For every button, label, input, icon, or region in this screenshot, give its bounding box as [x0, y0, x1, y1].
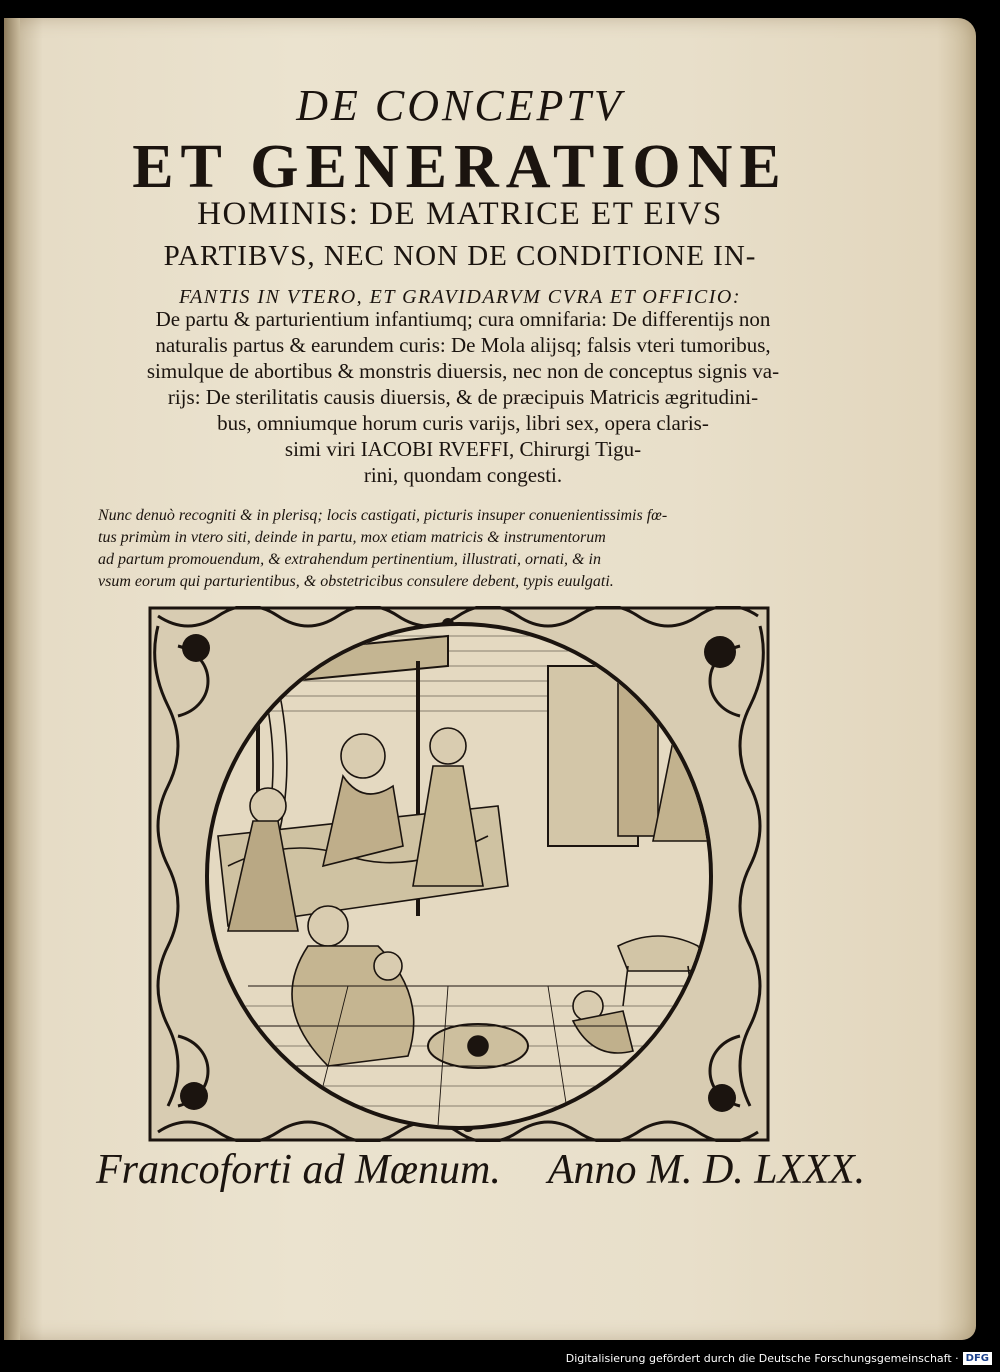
body-line: De partu & parturientium infantiumq; cura omnifaria: De differentijs non [155, 307, 771, 331]
body-line: simulque de abortibus & monstris diuersis, nec non de conceptus signis va- [146, 359, 780, 383]
footer-text: Digitalisierung gefördert durch die Deutsche Forschungsgemeinschaft · [565, 1351, 959, 1365]
imprint-line [96, 1146, 866, 1194]
title-line-3: HOMINIS: DE MATRICE ET EIVS [197, 196, 723, 232]
imprint-year: Anno M. D. LXXX. [547, 1147, 866, 1193]
note-line: vsum eorum qui parturientibus, & obstetricibus consulere debent, typis euulgati. [98, 573, 614, 590]
note-line: Nunc denuò recogniti & in plerisq; locis castigati, picturis insuper conuenientissimis fœ- [98, 507, 668, 524]
revision-note [98, 505, 778, 593]
note-line: tus primùm in vtero siti, deinde in partu, mox etiam matricis & instrumentorum [98, 529, 606, 546]
body-line: rijs: De sterilitatis causis diuersis, & de præcipuis Matricis ægritudini- [167, 385, 759, 409]
body-line: rini, quondam congesti. [363, 463, 563, 487]
body-line: bus, omniumque horum curis varijs, libri sex, opera claris- [217, 411, 709, 435]
note-line: ad partum promouendum, & extrahendum pertinentium, illustrati, ornati, & in [98, 551, 601, 568]
digitization-footer [0, 1344, 1000, 1372]
body-line: simi viri IACOBI RVEFFI, Chirurgi Tigu- [284, 437, 642, 461]
dfg-logo-icon: DFG [963, 1352, 992, 1365]
title-line-1: DE CONCEPTV [296, 81, 624, 130]
birth-scene-woodcut-illustration [148, 606, 770, 1142]
imprint-place: Francoforti ad Mœnum. [96, 1147, 501, 1193]
title-line-2: ET GENERATIONE [132, 133, 788, 201]
title-line-5: FANTIS IN VTERO, ET GRAVIDARVM CVRA ET OFFICIO: [178, 286, 742, 308]
title-body-text [98, 306, 828, 488]
title-line-4: PARTIBVS, NEC NON DE CONDITIONE IN- [163, 240, 757, 272]
body-line: naturalis partus & earundem curis: De Mola alijsq; falsis vteri tumoribus, [155, 333, 771, 357]
page-gutter [4, 18, 20, 1340]
